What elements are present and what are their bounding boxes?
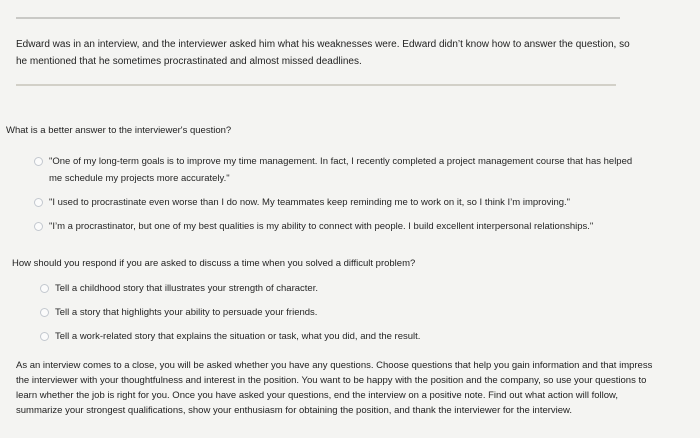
option-label: "I’m a procrastinator, but one of my best qualities is my ability to connect with people. I build excellent interpersonal relationships." — [49, 221, 594, 232]
question-1-option-3[interactable] — [34, 218, 634, 235]
question-1-prompt: What is a better answer to the interviewer's question? — [6, 125, 232, 136]
top-divider — [16, 17, 620, 19]
scenario-text: Edward was in an interview, and the interviewer asked him what his weaknesses were. Edward didn’t know how to answer the question, so he mentioned that he sometimes procrastinated and almost missed deadlines. — [16, 39, 630, 67]
question-1-option-1[interactable] — [34, 153, 634, 187]
option-label: "One of my long-term goals is to improve my time management. In fact, I recently completed a project management course that has helped me schedule my projects more accurately." — [49, 156, 633, 184]
question-2-option-1[interactable] — [40, 280, 600, 297]
question-1-option-2[interactable] — [34, 194, 634, 211]
question-2-prompt: How should you respond if you are asked to discuss a time when you solved a difficult problem? — [12, 258, 416, 269]
radio-button-icon[interactable] — [40, 284, 49, 293]
scenario-divider — [16, 84, 616, 86]
summary-paragraph: As an interview comes to a close, you will be asked whether you have any questions. Choose questions that help you gain information and that impress the interviewer with your thoughtfulness and interest in the position. You want to be happy with the position and the company, so use your questions to learn whether the job is right for you. Once you have asked your questions, end the interview on a positive note. Find out what action will follow, summarize your strongest qualifications, show your enthusiasm for obtaining the position, and thank the interviewer for the interview. — [16, 360, 653, 416]
option-label: "I used to procrastinate even worse than I do now. My teammates keep reminding me to work on it, so I think I’m improving." — [49, 197, 571, 208]
radio-button-icon[interactable] — [34, 222, 43, 231]
radio-button-icon[interactable] — [40, 308, 49, 317]
option-label: Tell a story that highlights your ability to persuade your friends. — [55, 307, 318, 318]
radio-button-icon[interactable] — [34, 198, 43, 207]
radio-button-icon[interactable] — [40, 332, 49, 341]
radio-button-icon[interactable] — [34, 157, 43, 166]
question-2-option-2[interactable] — [40, 304, 600, 321]
option-label: Tell a work-related story that explains the situation or task, what you did, and the result. — [55, 331, 421, 342]
option-label: Tell a childhood story that illustrates your strength of character. — [55, 283, 318, 294]
question-2-option-3[interactable] — [40, 328, 600, 345]
